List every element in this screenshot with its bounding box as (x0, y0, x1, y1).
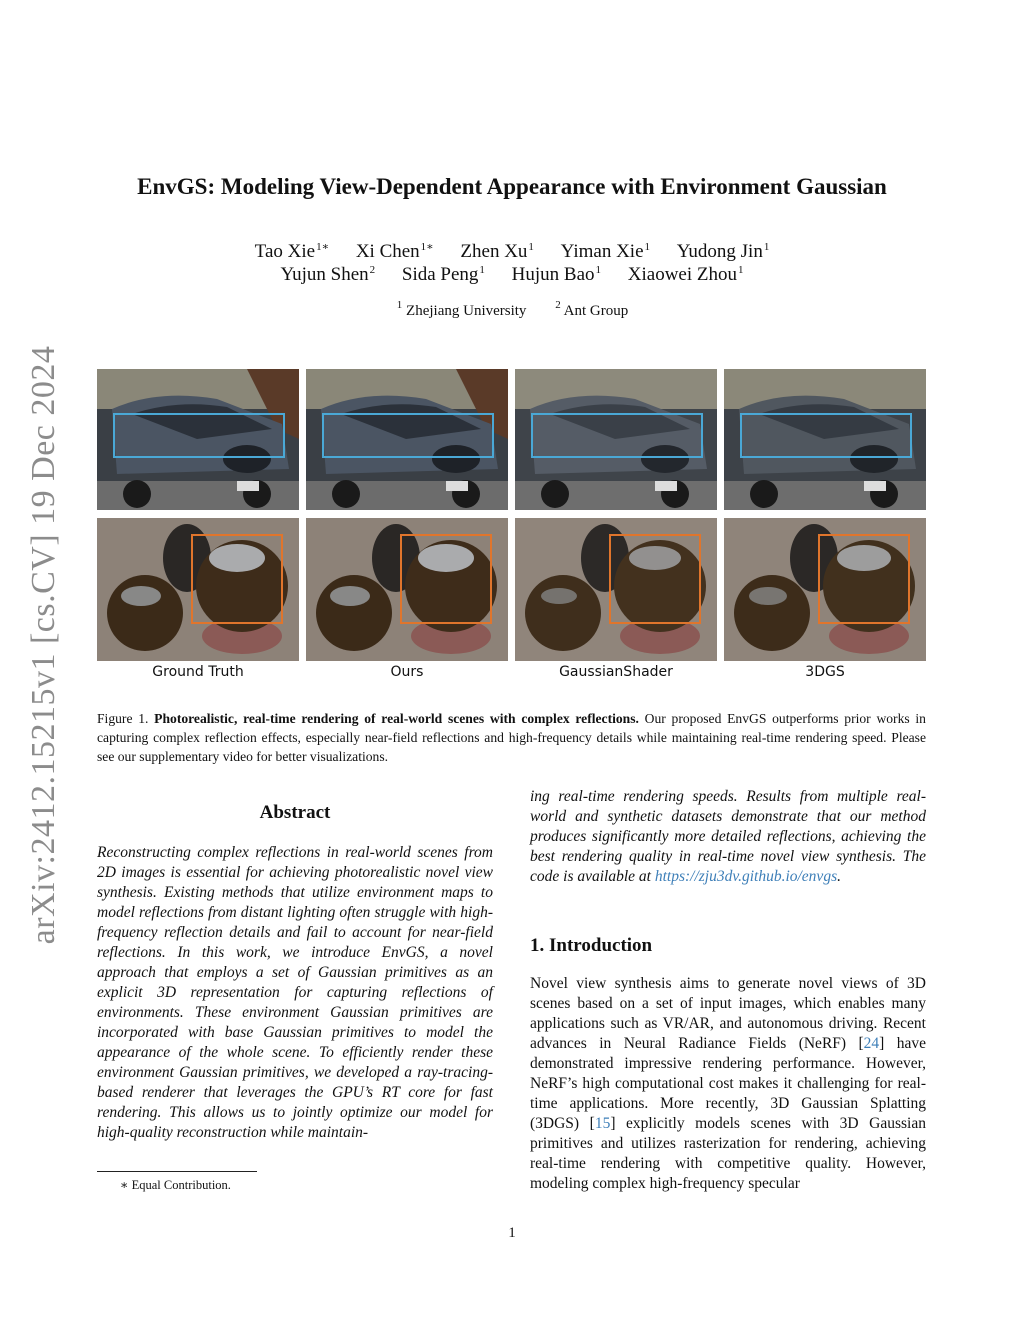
affiliation: $^1$ Zhejiang University (396, 299, 527, 319)
figure-1 (97, 369, 926, 661)
figure-column-label: Ground Truth (152, 664, 244, 680)
footnote-divider (97, 1171, 257, 1172)
caption-bold: Photorealistic, real-time rendering of real-world scenes with complex reflections. (154, 711, 639, 726)
abstract-text: Reconstructing complex reflections in real-world scenes from 2D images is essential for achieving photorealistic novel view synthesis. Existing methods that utilize environment maps to model reflections from distant lighting often struggle with high-frequency reflection details and fail to account for near-field reflections. In this work, we introduce EnvGS, a novel approach that employs a set of Gaussian primitives as an explicit 3D representation for capturing reflections of environments. These environment Gaussian primitives are incorporated with base Gaussian primitives to model the appearance of the whole scene. To efficiently render these environment Gaussian primitives, we developed a ray-tracing-based renderer that leverages the GPU’s RT core for fast rendering. This allows us to jointly optimize our model for high-quality reconstruction while maintain- (97, 844, 493, 1141)
citation-link[interactable]: 24 (863, 1035, 880, 1052)
code-link[interactable]: https://zju3dv.github.io/envgs (654, 868, 838, 885)
figure-column-label: Ours (390, 664, 424, 680)
author: Yudong Jin$^1$ (676, 241, 770, 262)
sphere-image-ground-truth (97, 518, 299, 661)
highlight-box (740, 413, 912, 458)
author: Hujun Bao$^1$ (511, 264, 602, 285)
author: Tao Xie$^{1∗}$ (254, 241, 330, 262)
highlight-box (113, 413, 285, 458)
citation-link[interactable]: 15 (594, 1115, 611, 1132)
author-list-row-2 (0, 264, 1024, 286)
sphere-image-ours (306, 518, 508, 661)
car-image-gaussianshader (515, 369, 717, 510)
figure-column-label: 3DGS (805, 664, 845, 680)
abstract-text-continued: ing real-time rendering speeds. Results from multiple real-world and synthetic datasets demonstrate that our method produces significantly more detailed reflections, achieving the best rendering quality in real-time novel view synthesis. The code is available at (530, 788, 926, 885)
sphere-image-3dgs (724, 518, 926, 661)
caption-label: Figure 1. (97, 711, 149, 726)
affiliations (0, 299, 1024, 320)
abstract-heading: Abstract (259, 802, 331, 823)
author: Xiaowei Zhou$^1$ (627, 264, 744, 285)
figure-caption (97, 709, 926, 766)
caption-text: Our proposed EnvGS outperforms prior works in capturing complex reflection effects, especially near-field reflections and high-frequency details while maintaining real-time rendering speed. Please see our supplementary video for better visualizations. (97, 711, 926, 764)
car-image-ours (306, 369, 508, 510)
highlight-box (191, 534, 283, 624)
figure-column-label: GaussianShader (559, 664, 673, 680)
introduction-section (530, 936, 926, 1194)
author: Yiman Xie$^1$ (560, 241, 651, 262)
footnote: ∗ Equal Contribution. (120, 1178, 231, 1192)
highlight-box (531, 413, 703, 458)
highlight-box (818, 534, 910, 624)
highlight-box (400, 534, 492, 624)
author: Yujun Shen$^2$ (280, 264, 376, 285)
car-image-ground-truth (97, 369, 299, 510)
highlight-box (322, 413, 494, 458)
abstract-left-column (97, 803, 493, 1143)
introduction-text: Novel view synthesis aims to generate novel views of 3D scenes based on a set of input images, which enables many applications such as VR/AR, and autonomous driving. Recent advances in Neural Radiance Fields (NeRF) [24] have demonstrated impressive rendering performance. However, NeRF’s high computational cost makes it challenging for real-time applications. More recently, 3D Gaussian Splatting (3DGS) [15] explicitly models scenes with 3D Gaussian primitives and utilizes rasterization for rendering, achieving real-time rendering with competitive quality. However, modeling complex high-frequency specular (530, 975, 927, 1192)
author-list-row-1 (0, 240, 1024, 263)
sphere-image-gaussianshader (515, 518, 717, 661)
car-image-3dgs (724, 369, 926, 510)
abstract-continued: ing real-time rendering speeds. Results from multiple real-world and synthetic datasets demonstrate that our method produces significantly more detailed reflections, achieving the best rendering quality in real-time novel view synthesis. The code is available at https://zju3dv.github.io/envgs. (530, 788, 926, 885)
highlight-box (609, 534, 701, 624)
author: Xi Chen$^{1∗}$ (355, 241, 434, 262)
paper-title: EnvGS: Modeling View-Dependent Appearance with Environment Gaussian (137, 174, 887, 199)
affiliation: $^2$ Ant Group (555, 299, 629, 319)
introduction-heading: 1. Introduction (530, 935, 653, 956)
page-number: 1 (508, 1225, 516, 1241)
author: Sida Peng$^1$ (401, 264, 485, 285)
author: Zhen Xu$^1$ (460, 241, 534, 262)
